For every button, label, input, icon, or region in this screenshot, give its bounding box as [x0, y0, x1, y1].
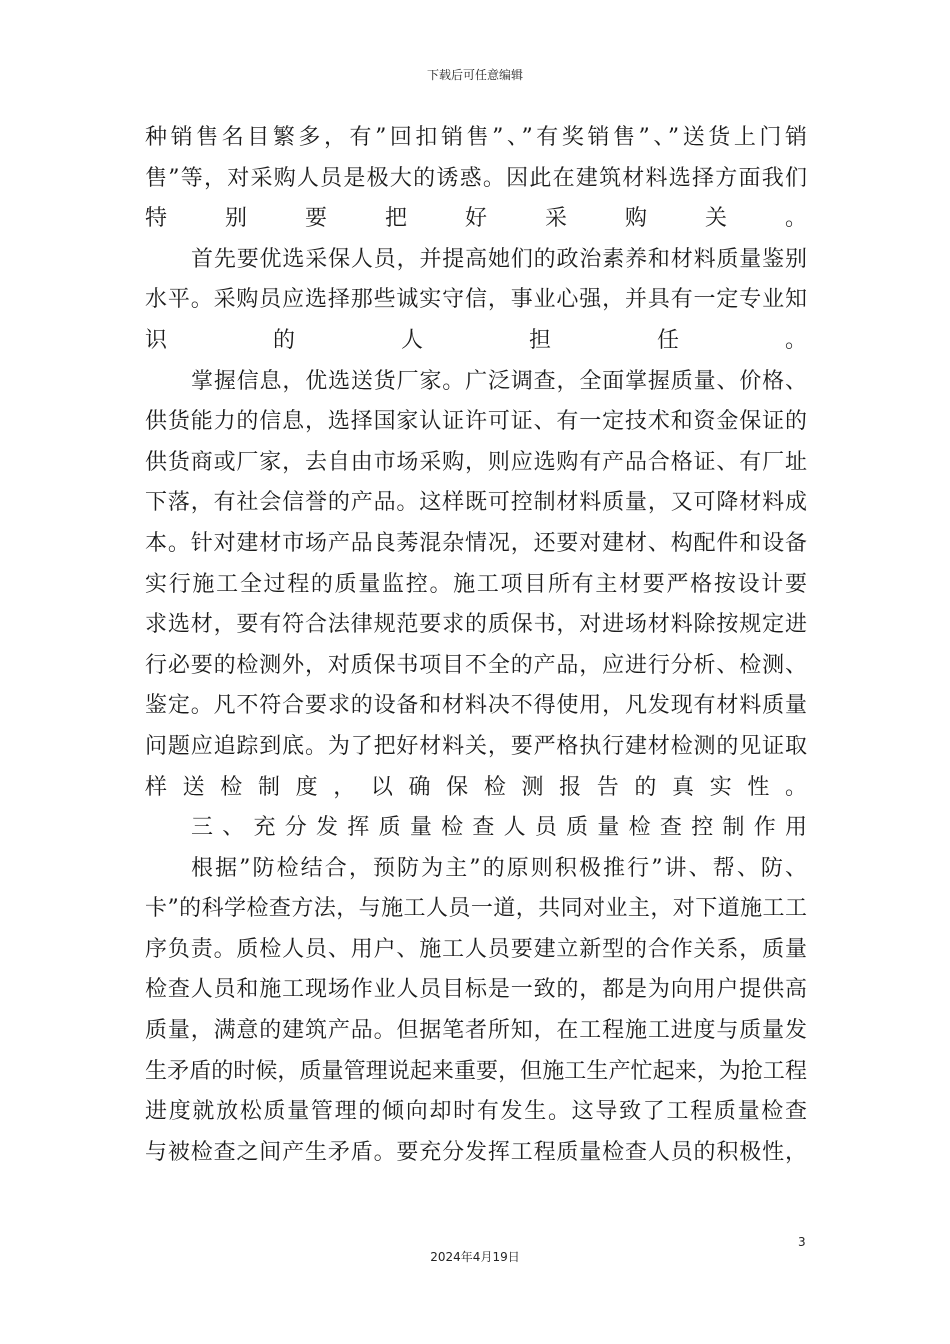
- paragraph-first-line: 掌握信息，优选送货厂家。广泛调查，全面掌握质量、价格、: [191, 368, 807, 394]
- page-number: 3: [798, 1235, 806, 1249]
- body-line: 问题应追踪到底。为了把好材料关，要严格执行建材检测的见证取: [145, 733, 807, 759]
- paragraph-first-line: 首先要优选采保人员，并提高她们的政治素养和材料质量鉴别: [191, 246, 807, 272]
- body-line: 供货商或厂家，去自由市场采购，则应选购有产品合格证、有厂址: [145, 449, 807, 475]
- page-footer-date: 2024年4月19日: [430, 1250, 520, 1264]
- body-line: 实行施工全过程的质量监控。施工项目所有主材要严格按设计要: [145, 571, 807, 597]
- body-line: 进度就放松质量管理的倾向却时有发生。这导致了工程质量检查: [145, 1099, 807, 1125]
- body-line: 特 别 要 把 好 采 购 关 。: [145, 206, 807, 232]
- body-line: 本。针对建材市场产品良莠混杂情况，还要对建材、构配件和设备: [145, 530, 807, 556]
- section-heading: 三、充分发挥质量检查人员质量检查控制作用: [191, 815, 807, 841]
- body-line: 序负责。质检人员、用户、施工人员要建立新型的合作关系，质量: [145, 936, 807, 962]
- page-header: 下载后可任意编辑: [426, 68, 523, 82]
- body-line: 鉴定。凡不符合要求的设备和材料决不得使用，凡发现有材料质量: [145, 693, 807, 719]
- document-body: [145, 118, 807, 1173]
- body-line: 生矛盾的时候，质量管理说起来重要，但施工生产忙起来，为抢工程: [145, 1058, 807, 1084]
- body-line: 求选材，要有符合法律规范要求的质保书，对进场材料除按规定进: [145, 612, 807, 638]
- body-line: 样送检制度，以确保检测报告的真实性。: [145, 774, 807, 800]
- body-line: 水平。采购员应选择那些诚实守信，事业心强，并具有一定专业知: [145, 287, 807, 313]
- body-line: 下落，有社会信誉的产品。这样既可控制材料质量，又可降材料成: [145, 490, 807, 516]
- body-line: 与被检查之间产生矛盾。要充分发挥工程质量检查人员的积极性，: [145, 1139, 807, 1165]
- body-line: 种销售名目繁多，有”回扣销售”、”有奖销售”、”送货上门销: [145, 125, 807, 150]
- body-line: 供货能力的信息，选择国家认证许可证、有一定技术和资金保证的: [145, 409, 807, 435]
- body-line: 售”等，对采购人员是极大的诱惑。因此在建筑材料选择方面我们: [145, 165, 807, 191]
- body-line: 识 的 人 担 任 。: [145, 327, 807, 353]
- paragraph-first-line: 根据”防检结合，预防为主”的原则积极推行”讲、帮、防、: [191, 855, 807, 881]
- body-line: 行必要的检测外，对质保书项目不全的产品，应进行分析、检测、: [145, 652, 807, 678]
- body-line: 卡”的科学检查方法，与施工人员一道，共同对业主，对下道施工工: [145, 896, 807, 922]
- body-line: 质量，满意的建筑产品。但据笔者所知，在工程施工进度与质量发: [145, 1018, 807, 1044]
- body-line: 检查人员和施工现场作业人员目标是一致的，都是为向用户提供高: [145, 977, 807, 1003]
